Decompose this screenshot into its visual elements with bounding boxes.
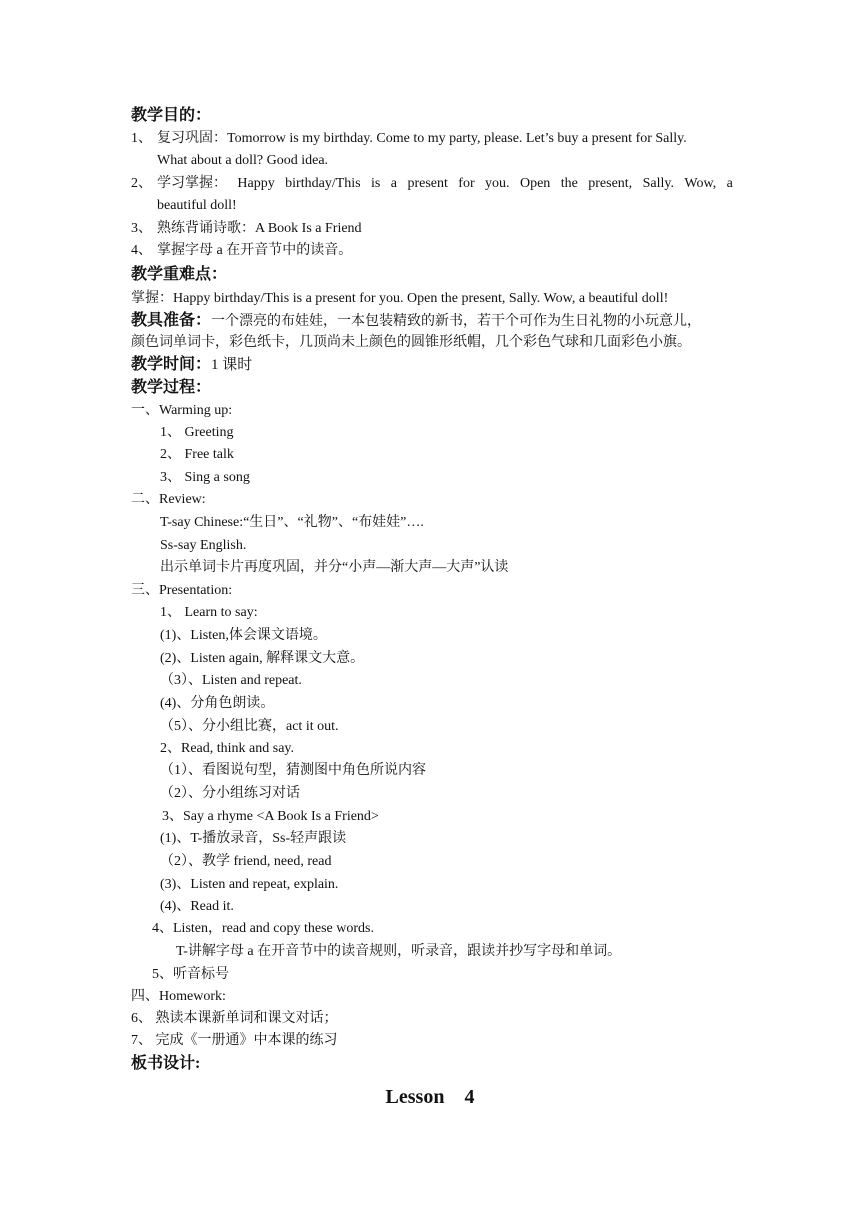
presentation-step: 5、听音标号 xyxy=(152,967,229,982)
objective-2-word: Wow, xyxy=(684,176,717,191)
presentation-substep: (3)、Listen and repeat, explain. xyxy=(160,877,339,892)
objective-2-word: a xyxy=(726,176,733,191)
objective-1-line1: 复习巩固：Tomorrow is my birthday. Come to my party, please. Let’s buy a present for Sally. xyxy=(157,131,687,146)
objective-2-num: 2、 xyxy=(131,176,152,191)
review-item: Ss-say English. xyxy=(160,538,247,553)
lesson-title: Lesson 4 xyxy=(385,1086,475,1108)
aids-line1 xyxy=(131,311,701,331)
objective-3-num: 3、 xyxy=(131,221,152,236)
section-presentation: 三、Presentation: xyxy=(131,583,233,598)
objective-2-word: you. xyxy=(485,176,510,191)
process-heading: 教学过程： xyxy=(131,379,212,396)
homework-item: 7、 完成《一册通》中本课的练习 xyxy=(131,1033,338,1048)
review-item: T-say Chinese:“生日”、“礼物”、“布娃娃”…. xyxy=(160,515,424,530)
presentation-substep: (4)、Read it. xyxy=(160,899,234,914)
time-line xyxy=(131,355,252,375)
objective-2-word: Sally. xyxy=(642,176,674,191)
presentation-step: 1、 Learn to say: xyxy=(160,605,258,620)
presentation-substep: （2）、教学 friend, need, read xyxy=(160,854,332,869)
objective-2-word: a xyxy=(390,176,398,191)
objective-2-word: Open xyxy=(519,176,551,191)
presentation-substep: （1）、看图说句型，猜测图中角色所说内容 xyxy=(160,763,426,778)
section-homework: 四、Homework: xyxy=(131,989,226,1004)
key-points-heading: 教学重难点： xyxy=(131,266,228,283)
objective-2-word: is xyxy=(371,176,381,191)
objectives-heading: 教学目的： xyxy=(131,107,212,124)
presentation-step: 3、Say a rhyme <A Book Is a Friend> xyxy=(162,809,379,824)
objective-2-line1 xyxy=(157,175,733,193)
key-points-text: 掌握：Happy birthday/This is a present for you. Open the present, Sally. Wow, a beautiful doll! xyxy=(131,291,669,306)
aids-line2: 颜色词单词卡，彩色纸卡，几顶尚未上颜色的圆锥形纸帽，几个彩色气球和几面彩色小旗。 xyxy=(131,335,691,350)
objective-2-word: present xyxy=(407,176,448,191)
review-item: 出示单词卡片再度巩固，并分“小声—渐大声—大声”认读 xyxy=(160,560,509,575)
presentation-substep: （3）、Listen and repeat. xyxy=(160,673,302,688)
objective-2-line2: beautiful doll! xyxy=(157,198,237,213)
objective-1-line2: What about a doll? Good idea. xyxy=(157,153,329,168)
warming-up-item: 2、 Free talk xyxy=(160,447,234,462)
aids-text1: 一个漂亮的布娃娃，一本包装精致的新书，若干个可作为生日礼物的小玩意儿， xyxy=(211,314,702,329)
presentation-step: 2、Read, think and say. xyxy=(160,741,295,756)
objective-3-line1: 熟练背诵诗歌：A Book Is a Friend xyxy=(157,221,362,236)
objective-2-word: Happy xyxy=(237,176,275,191)
objective-1-num: 1、 xyxy=(131,131,152,146)
presentation-substep: （5）、分小组比赛，act it out. xyxy=(160,719,339,734)
presentation-substep: T-讲解字母 a 在开音节中的读音规则，听录音，跟读并抄写字母和单词。 xyxy=(176,944,622,959)
presentation-step: 4、Listen，read and copy these words. xyxy=(152,921,374,936)
objective-2-word: 学习掌握： xyxy=(157,176,227,191)
warming-up-item: 3、 Sing a song xyxy=(160,470,250,485)
objective-2-word: for xyxy=(458,176,475,191)
time-value: 1 课时 xyxy=(211,357,253,373)
presentation-substep: (1)、T-播放录音，Ss-轻声跟读 xyxy=(160,831,347,846)
section-review: 二、Review: xyxy=(131,492,206,507)
objective-4-num: 4、 xyxy=(131,243,152,258)
presentation-substep: (1)、Listen,体会课文语境。 xyxy=(160,628,327,643)
objective-2-word: the xyxy=(560,176,578,191)
board-design-heading: 板书设计: xyxy=(131,1055,201,1072)
homework-item: 6、 熟读本课新单词和课文对话； xyxy=(131,1011,338,1026)
objective-4-line1: 掌握字母 a 在开音节中的读音。 xyxy=(157,243,353,258)
presentation-substep: （2）、分小组练习对话 xyxy=(160,786,300,801)
section-warming-up: 一、Warming up: xyxy=(131,403,233,418)
aids-label: 教具准备： xyxy=(131,312,212,329)
objective-2-word: present, xyxy=(588,176,633,191)
presentation-substep: (4)、分角色朗读。 xyxy=(160,696,275,711)
warming-up-item: 1、 Greeting xyxy=(160,425,234,440)
presentation-substep: (2)、Listen again, 解释课文大意。 xyxy=(160,651,365,666)
objective-2-word: birthday/This xyxy=(285,176,361,191)
time-label: 教学时间： xyxy=(131,356,212,373)
